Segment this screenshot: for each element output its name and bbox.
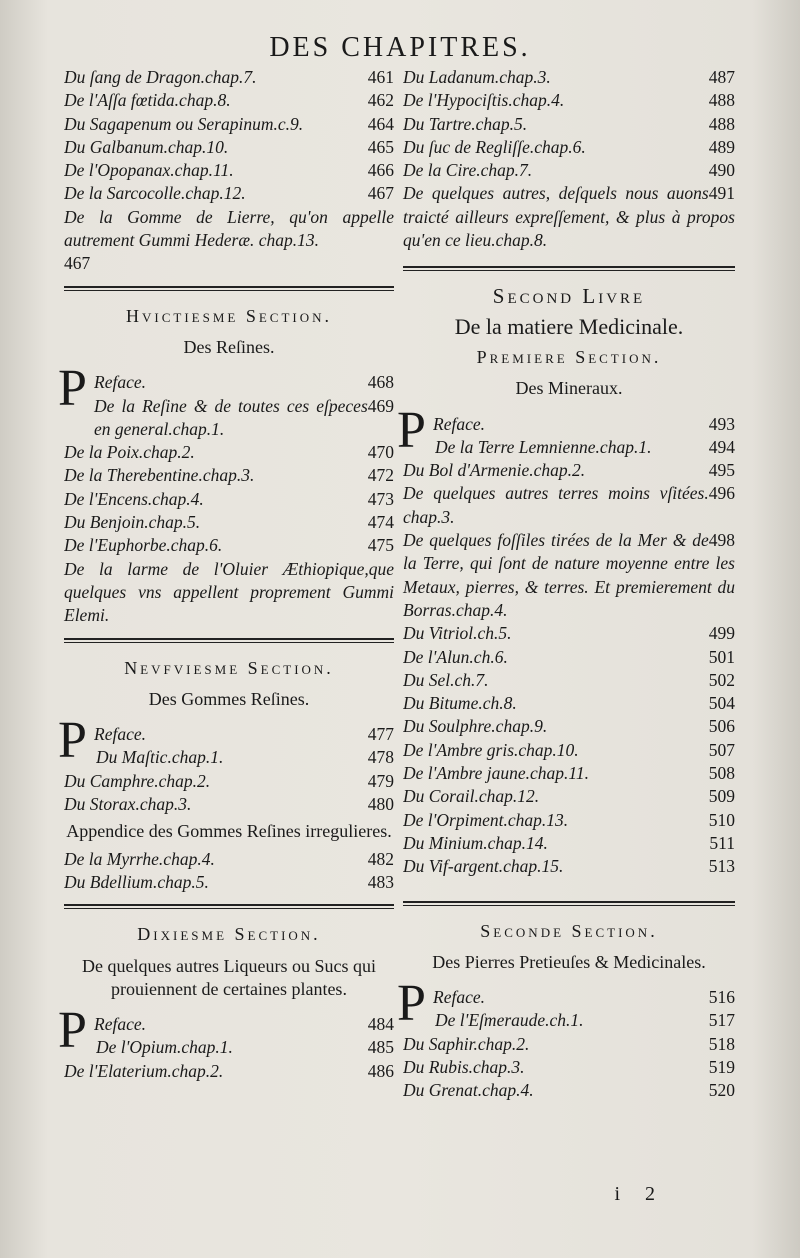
- appendix-title: Appendice des Gommes Reſines irregulieres.: [66, 821, 392, 842]
- toc-entry: Du Bol d'Armenie.chap.2. 495: [403, 460, 735, 481]
- section-title: Premiere Section.: [476, 346, 662, 367]
- section-title: Hvictiesme Section.: [126, 305, 332, 326]
- toc-entry: Du Ladanum.chap.3. 487: [403, 67, 735, 87]
- toc-entry: De l'Eſmeraude.ch.1. 517: [435, 1010, 735, 1031]
- section-rule: [403, 901, 735, 906]
- toc-entry: De la Sarcocolle.chap.12. 467: [64, 183, 394, 204]
- toc-entry: Du Vif-argent.chap.15. 513: [403, 856, 735, 877]
- section-subtitle: Des Mineraux.: [515, 378, 623, 399]
- section-subtitle: Des Reſines.: [183, 336, 275, 357]
- dropcap-p: P: [58, 360, 87, 418]
- toc-entry: De l'Elaterium.chap.2. 486: [64, 1060, 394, 1081]
- toc-entry: Du Sagapenum ou Serapinum.c.9. 464: [64, 113, 394, 134]
- toc-entry: Du Sel.ch.7. 502: [403, 669, 735, 690]
- left-column: [58, 66, 394, 1083]
- toc-entry: Du Camphre.chap.2. 479: [64, 770, 394, 791]
- toc-entry: De l'Opium.chap.1. 485: [96, 1037, 394, 1058]
- toc-entry: Du Maſtic.chap.1. 478: [96, 747, 394, 768]
- left-top-list: [64, 66, 394, 276]
- section-rule: [64, 638, 394, 643]
- toc-entry: De la Poix.chap.2. 470: [64, 442, 394, 463]
- section-title: Seconde Section.: [480, 920, 658, 941]
- preface-entry: P Reface. 477: [58, 712, 394, 770]
- toc-entry: De la Therebentine.chap.3. 472: [64, 465, 394, 486]
- toc-entry: De la Myrrhe.chap.4. 482: [64, 848, 394, 869]
- toc-entry: De l'Euphorbe.chap.6. 475: [64, 535, 394, 556]
- page-header: DES CHAPITRES.: [269, 32, 531, 63]
- toc-entry: Du Corail.chap.12. 509: [403, 786, 735, 807]
- toc-entry: 498 De quelques foſſiles tirées de la Mer & de la Terre, qui ſont de nature moyenne entre les Metaux, pierres, & terres. Et premierement du Borras.chap.4.: [403, 530, 735, 620]
- dropcap-p: P: [58, 1002, 87, 1060]
- section-subtitle: De quelques autres Liqueurs ou Sucs qui prouiennent de certaines plantes.: [82, 955, 376, 999]
- toc-entry: Du Bdellium.chap.5. 483: [64, 871, 394, 892]
- toc-entry: Du ſang de Dragon.chap.7. 461: [64, 67, 394, 87]
- toc-entry: De l'Orpiment.chap.13. 510: [403, 809, 735, 830]
- preface-entry: P Reface. 468: [58, 360, 394, 418]
- toc-entry: Du Benjoin.chap.5. 474: [64, 512, 394, 533]
- toc-entry: Du Soulphre.chap.9. 506: [403, 716, 735, 737]
- toc-entry: 469 De la Reſine & de toutes ces eſpeces en general.chap.1.: [94, 395, 394, 439]
- toc-entry: Du Saphir.chap.2. 518: [403, 1033, 735, 1054]
- toc-entry: De l'Aſſa fœtida.chap.8. 462: [64, 90, 394, 111]
- toc-entry: Du Tartre.chap.5. 488: [403, 113, 735, 134]
- toc-entry: Du Grenat.chap.4. 520: [403, 1080, 735, 1101]
- toc-entry: De la Terre Lemnienne.chap.1. 494: [435, 436, 735, 457]
- preface-entry: P Reface. 516: [397, 975, 735, 1033]
- dropcap-p: P: [58, 712, 87, 770]
- section-title: Nevfviesme Section.: [124, 657, 334, 678]
- toc-entry: De l'Ambre jaune.chap.11. 508: [403, 763, 735, 784]
- toc-entry: Du Minium.chap.14. 511: [403, 832, 735, 853]
- section-rule: [64, 286, 394, 291]
- toc-entry: De l'Hypociſtis.chap.4. 488: [403, 90, 735, 111]
- preface-entry: P Reface. 493: [397, 401, 735, 459]
- signature-mark: i 2: [614, 1183, 665, 1205]
- toc-entry: Du ſuc de Regliſſe.chap.6. 489: [403, 136, 735, 157]
- dropcap-p: P: [397, 975, 426, 1033]
- section-subtitle: Des Pierres Pretieuſes & Medicinales.: [432, 951, 706, 972]
- toc-entry: Du Bitume.ch.8. 504: [403, 693, 735, 714]
- toc-entry: Du Rubis.chap.3. 519: [403, 1056, 735, 1077]
- section-subtitle: Des Gommes Reſines.: [148, 688, 310, 709]
- book-title: Second Livre: [492, 284, 646, 309]
- toc-entry: Du Vitriol.ch.5. 499: [403, 623, 735, 644]
- toc-entry: De l'Encens.chap.4. 473: [64, 488, 394, 509]
- toc-entry: De l'Opopanax.chap.11. 466: [64, 160, 394, 181]
- toc-entry: De l'Ambre gris.chap.10. 507: [403, 739, 735, 760]
- book-subtitle: De la matiere Medicinale.: [454, 313, 684, 339]
- toc-entry: De la Gomme de Lierre, qu'on appelle autrement Gummi Hederæ. chap.13. 467: [64, 206, 394, 274]
- section-rule: [64, 904, 394, 909]
- right-column: [397, 66, 735, 1103]
- preface-entry: P Reface. 484: [58, 1002, 394, 1060]
- toc-entry: Du Storax.chap.3. 480: [64, 794, 394, 815]
- toc-entry: De la larme de l'Oluier Æthiopique,que quelques vns appellent proprement Gummi Elemi.: [64, 558, 394, 626]
- toc-entry: Du Galbanum.chap.10. 465: [64, 136, 394, 157]
- toc-entry: De l'Alun.ch.6. 501: [403, 646, 735, 667]
- section-rule: [403, 266, 735, 271]
- toc-entry: 496 De quelques autres terres moins vſitées. chap.3.: [403, 483, 735, 527]
- toc-entry: De la Cire.chap.7. 490: [403, 160, 735, 181]
- toc-entry: 491 De quelques autres, deſquels nous auons traicté ailleurs expreſſement, & plus à propos qu'en ce lieu.chap.8.: [403, 183, 735, 251]
- section-title: Dixiesme Section.: [137, 924, 321, 945]
- dropcap-p: P: [397, 401, 426, 459]
